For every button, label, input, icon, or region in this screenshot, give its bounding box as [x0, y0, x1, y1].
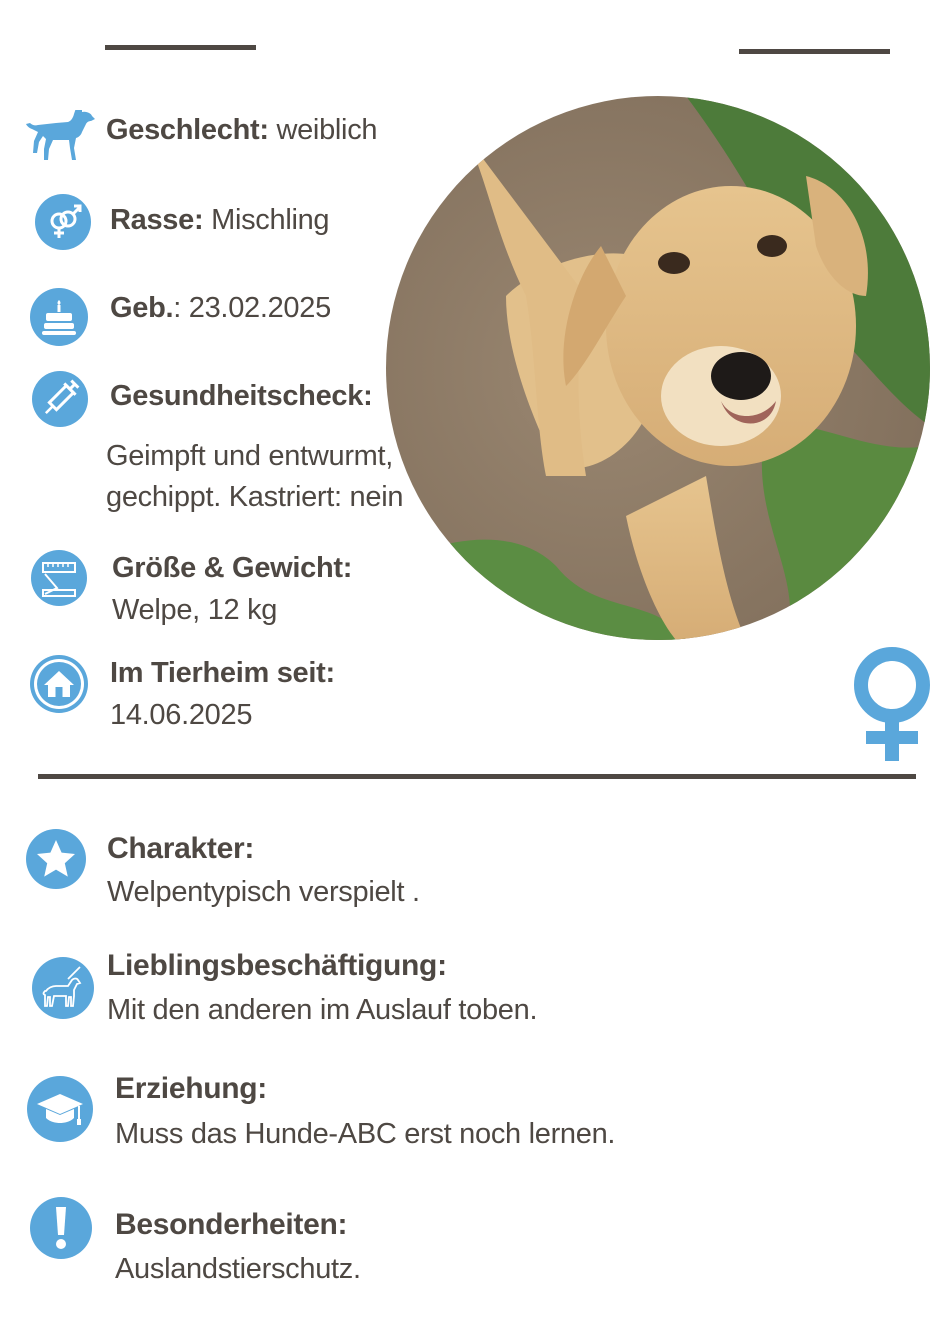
size-value: Welpe, 12 kg: [112, 594, 278, 626]
breed-value: Mischling: [203, 204, 330, 236]
birth-value: : 23.02.2025: [173, 292, 331, 324]
special-label: Besonderheiten:: [115, 1208, 348, 1241]
health-line-1: Geimpft und entwurmt,: [106, 440, 394, 472]
exclamation-icon: [30, 1197, 92, 1259]
dog-photo: [386, 96, 930, 640]
syringe-icon: [32, 371, 88, 427]
shelter-label: Im Tierheim seit:: [110, 657, 335, 689]
female-icon: [852, 645, 932, 763]
character-label: Charakter:: [107, 832, 255, 865]
gender-label: Geschlecht:: [106, 114, 269, 146]
health-label: Gesundheitscheck:: [110, 380, 373, 412]
dog-walking-icon: [32, 957, 94, 1019]
training-label: Erziehung:: [115, 1072, 267, 1105]
character-value: Welpentypisch verspielt .: [107, 876, 420, 908]
gender-symbols-icon: [35, 194, 91, 250]
birthday-cake-icon: [30, 288, 88, 346]
training-value: Muss das Hunde-ABC erst noch lernen.: [115, 1118, 616, 1150]
measuring-tape-icon: [31, 550, 87, 606]
special-value: Auslandstierschutz.: [115, 1253, 361, 1285]
breed-fact: [110, 202, 329, 238]
breed-label: Rasse:: [110, 204, 204, 236]
size-label: Größe & Gewicht:: [112, 552, 353, 584]
house-icon: [30, 655, 88, 713]
birth-fact: [110, 290, 331, 326]
shelter-value: 14.06.2025: [110, 699, 253, 731]
top-right-rule: [739, 49, 890, 54]
graduation-cap-icon: [27, 1076, 93, 1142]
health-line-2: gechippt. Kastriert: nein: [106, 481, 404, 513]
gender-fact: [106, 112, 377, 148]
section-divider: [38, 774, 916, 779]
star-icon: [26, 829, 86, 889]
gender-value: weiblich: [268, 114, 378, 146]
birth-label: Geb.: [110, 292, 174, 324]
dog-icon: [26, 110, 96, 162]
top-left-rule: [105, 45, 256, 50]
favorite-value: Mit den anderen im Auslauf toben.: [107, 994, 538, 1026]
favorite-label: Lieblingsbeschäftigung:: [107, 949, 447, 982]
